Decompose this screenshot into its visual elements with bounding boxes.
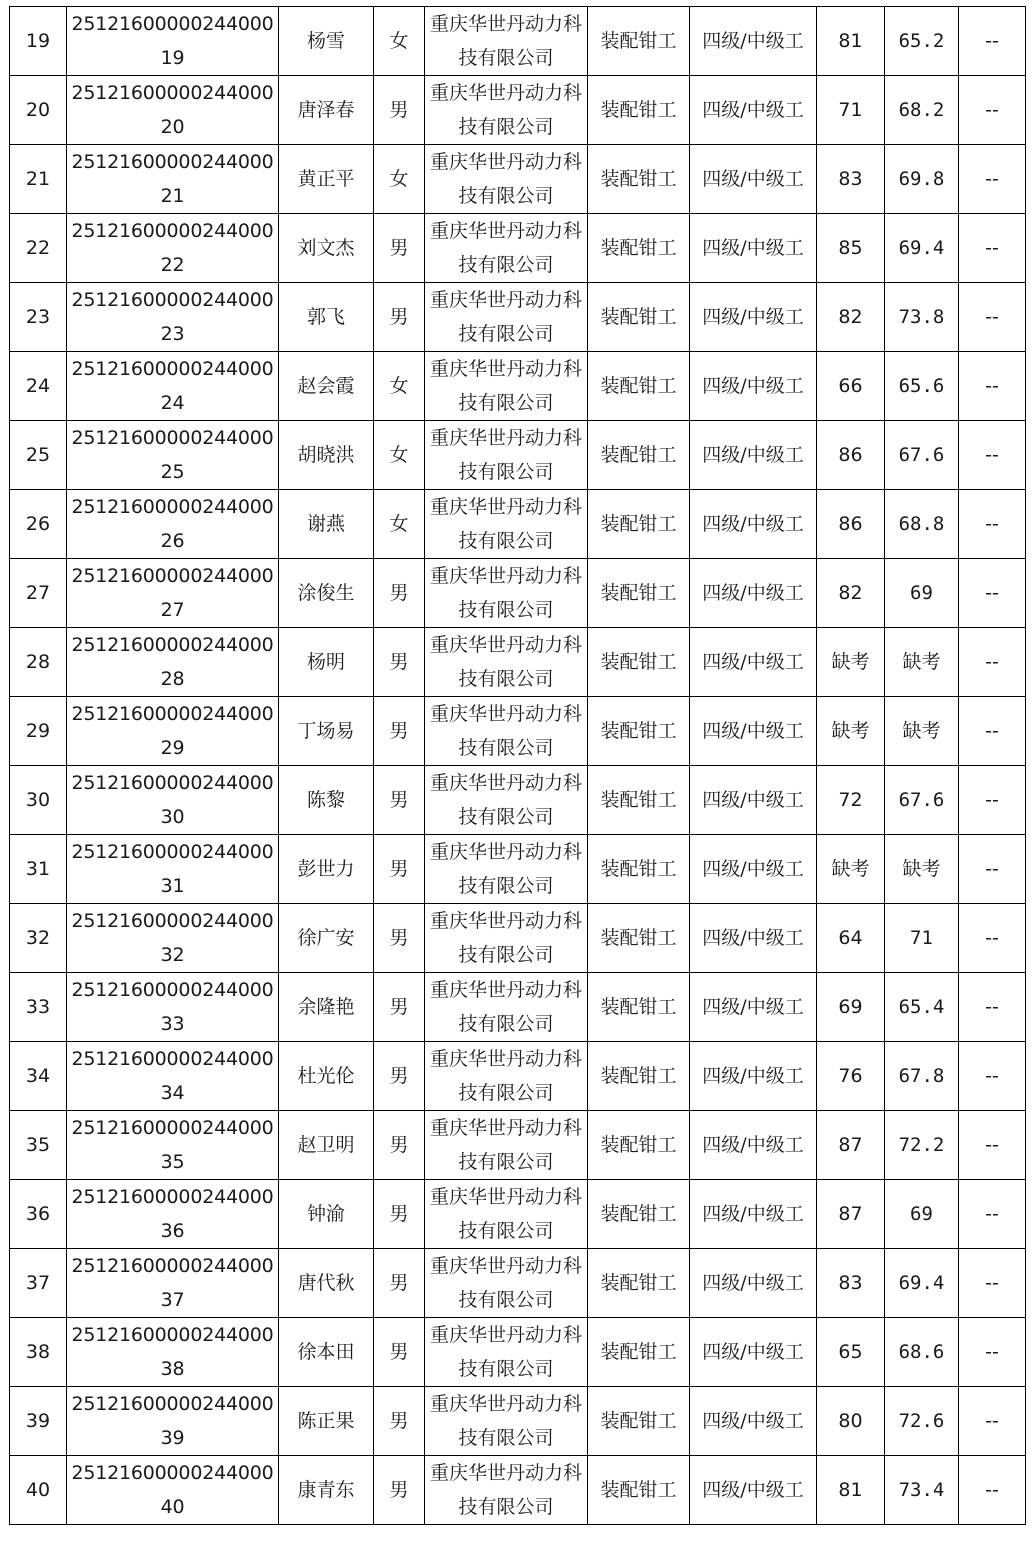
results-table xyxy=(9,6,1026,1525)
table-row xyxy=(10,697,1026,766)
table-row xyxy=(10,1387,1026,1456)
company-cell: 重庆华世丹动力科技有限公司 xyxy=(425,1387,588,1456)
table-row xyxy=(10,835,1026,904)
occupation-cell: 装配钳工 xyxy=(588,1456,690,1525)
occupation-cell: 装配钳工 xyxy=(588,1180,690,1249)
theory-score-cell: 65 xyxy=(817,1318,885,1387)
note-cell: -- xyxy=(959,1180,1026,1249)
gender-cell: 男 xyxy=(374,1456,425,1525)
company-cell: 重庆华世丹动力科技有限公司 xyxy=(425,628,588,697)
exam-id-cell: 2512160000024400020 xyxy=(67,76,279,145)
level-cell: 四级/中级工 xyxy=(690,1249,817,1318)
level-cell: 四级/中级工 xyxy=(690,1318,817,1387)
table-row xyxy=(10,1456,1026,1525)
practical-score-cell: 73.8 xyxy=(885,283,959,352)
note-cell: -- xyxy=(959,559,1026,628)
gender-cell: 男 xyxy=(374,973,425,1042)
exam-id-cell: 2512160000024400022 xyxy=(67,214,279,283)
name-cell: 黄正平 xyxy=(279,145,374,214)
gender-cell: 男 xyxy=(374,628,425,697)
company-cell: 重庆华世丹动力科技有限公司 xyxy=(425,835,588,904)
level-cell: 四级/中级工 xyxy=(690,1180,817,1249)
name-cell: 杨明 xyxy=(279,628,374,697)
table-row xyxy=(10,766,1026,835)
practical-score-cell: 69.4 xyxy=(885,1249,959,1318)
level-cell: 四级/中级工 xyxy=(690,697,817,766)
note-cell: -- xyxy=(959,628,1026,697)
level-cell: 四级/中级工 xyxy=(690,1456,817,1525)
exam-id-cell: 2512160000024400037 xyxy=(67,1249,279,1318)
company-cell: 重庆华世丹动力科技有限公司 xyxy=(425,7,588,76)
name-cell: 徐广安 xyxy=(279,904,374,973)
row-number-cell: 19 xyxy=(10,7,67,76)
level-cell: 四级/中级工 xyxy=(690,352,817,421)
exam-id-cell: 2512160000024400026 xyxy=(67,490,279,559)
company-cell: 重庆华世丹动力科技有限公司 xyxy=(425,76,588,145)
name-cell: 谢燕 xyxy=(279,490,374,559)
gender-cell: 男 xyxy=(374,1111,425,1180)
row-number-cell: 26 xyxy=(10,490,67,559)
practical-score-cell: 69 xyxy=(885,1180,959,1249)
practical-score-cell: 缺考 xyxy=(885,835,959,904)
level-cell: 四级/中级工 xyxy=(690,1111,817,1180)
occupation-cell: 装配钳工 xyxy=(588,7,690,76)
gender-cell: 男 xyxy=(374,697,425,766)
company-cell: 重庆华世丹动力科技有限公司 xyxy=(425,1042,588,1111)
level-cell: 四级/中级工 xyxy=(690,421,817,490)
row-number-cell: 31 xyxy=(10,835,67,904)
level-cell: 四级/中级工 xyxy=(690,490,817,559)
gender-cell: 女 xyxy=(374,145,425,214)
name-cell: 郭飞 xyxy=(279,283,374,352)
occupation-cell: 装配钳工 xyxy=(588,1387,690,1456)
name-cell: 杜光伦 xyxy=(279,1042,374,1111)
level-cell: 四级/中级工 xyxy=(690,628,817,697)
exam-id-cell: 2512160000024400029 xyxy=(67,697,279,766)
row-number-cell: 33 xyxy=(10,973,67,1042)
row-number-cell: 38 xyxy=(10,1318,67,1387)
exam-id-cell: 2512160000024400027 xyxy=(67,559,279,628)
note-cell: -- xyxy=(959,1249,1026,1318)
note-cell: -- xyxy=(959,7,1026,76)
exam-id-cell: 2512160000024400035 xyxy=(67,1111,279,1180)
name-cell: 彭世力 xyxy=(279,835,374,904)
exam-id-cell: 2512160000024400032 xyxy=(67,904,279,973)
table-row xyxy=(10,1111,1026,1180)
row-number-cell: 24 xyxy=(10,352,67,421)
company-cell: 重庆华世丹动力科技有限公司 xyxy=(425,559,588,628)
note-cell: -- xyxy=(959,1111,1026,1180)
name-cell: 钟渝 xyxy=(279,1180,374,1249)
row-number-cell: 37 xyxy=(10,1249,67,1318)
note-cell: -- xyxy=(959,145,1026,214)
exam-id-cell: 2512160000024400023 xyxy=(67,283,279,352)
level-cell: 四级/中级工 xyxy=(690,973,817,1042)
company-cell: 重庆华世丹动力科技有限公司 xyxy=(425,490,588,559)
name-cell: 陈黎 xyxy=(279,766,374,835)
company-cell: 重庆华世丹动力科技有限公司 xyxy=(425,973,588,1042)
theory-score-cell: 82 xyxy=(817,559,885,628)
note-cell: -- xyxy=(959,214,1026,283)
practical-score-cell: 72.2 xyxy=(885,1111,959,1180)
name-cell: 涂俊生 xyxy=(279,559,374,628)
level-cell: 四级/中级工 xyxy=(690,1387,817,1456)
note-cell: -- xyxy=(959,490,1026,559)
name-cell: 唐泽春 xyxy=(279,76,374,145)
level-cell: 四级/中级工 xyxy=(690,904,817,973)
exam-id-cell: 2512160000024400021 xyxy=(67,145,279,214)
row-number-cell: 40 xyxy=(10,1456,67,1525)
occupation-cell: 装配钳工 xyxy=(588,145,690,214)
theory-score-cell: 86 xyxy=(817,490,885,559)
occupation-cell: 装配钳工 xyxy=(588,1111,690,1180)
theory-score-cell: 缺考 xyxy=(817,835,885,904)
exam-id-cell: 2512160000024400040 xyxy=(67,1456,279,1525)
practical-score-cell: 68.2 xyxy=(885,76,959,145)
occupation-cell: 装配钳工 xyxy=(588,1249,690,1318)
theory-score-cell: 缺考 xyxy=(817,697,885,766)
table-row xyxy=(10,490,1026,559)
practical-score-cell: 67.6 xyxy=(885,766,959,835)
company-cell: 重庆华世丹动力科技有限公司 xyxy=(425,1249,588,1318)
occupation-cell: 装配钳工 xyxy=(588,1042,690,1111)
row-number-cell: 22 xyxy=(10,214,67,283)
occupation-cell: 装配钳工 xyxy=(588,1318,690,1387)
occupation-cell: 装配钳工 xyxy=(588,214,690,283)
table-row xyxy=(10,421,1026,490)
practical-score-cell: 69.4 xyxy=(885,214,959,283)
practical-score-cell: 72.6 xyxy=(885,1387,959,1456)
practical-score-cell: 69 xyxy=(885,559,959,628)
company-cell: 重庆华世丹动力科技有限公司 xyxy=(425,697,588,766)
practical-score-cell: 67.8 xyxy=(885,1042,959,1111)
company-cell: 重庆华世丹动力科技有限公司 xyxy=(425,214,588,283)
theory-score-cell: 82 xyxy=(817,283,885,352)
name-cell: 康青东 xyxy=(279,1456,374,1525)
practical-score-cell: 71 xyxy=(885,904,959,973)
name-cell: 余隆艳 xyxy=(279,973,374,1042)
exam-id-cell: 2512160000024400030 xyxy=(67,766,279,835)
name-cell: 赵卫明 xyxy=(279,1111,374,1180)
table-row xyxy=(10,145,1026,214)
gender-cell: 男 xyxy=(374,559,425,628)
theory-score-cell: 80 xyxy=(817,1387,885,1456)
theory-score-cell: 87 xyxy=(817,1111,885,1180)
table-row xyxy=(10,559,1026,628)
theory-score-cell: 81 xyxy=(817,1456,885,1525)
table-row xyxy=(10,1180,1026,1249)
occupation-cell: 装配钳工 xyxy=(588,628,690,697)
row-number-cell: 34 xyxy=(10,1042,67,1111)
table-row xyxy=(10,76,1026,145)
gender-cell: 男 xyxy=(374,214,425,283)
exam-id-cell: 2512160000024400039 xyxy=(67,1387,279,1456)
name-cell: 杨雪 xyxy=(279,7,374,76)
table-row xyxy=(10,1042,1026,1111)
gender-cell: 女 xyxy=(374,421,425,490)
company-cell: 重庆华世丹动力科技有限公司 xyxy=(425,145,588,214)
gender-cell: 男 xyxy=(374,76,425,145)
exam-id-cell: 2512160000024400036 xyxy=(67,1180,279,1249)
row-number-cell: 20 xyxy=(10,76,67,145)
theory-score-cell: 69 xyxy=(817,973,885,1042)
exam-id-cell: 2512160000024400034 xyxy=(67,1042,279,1111)
exam-id-cell: 2512160000024400024 xyxy=(67,352,279,421)
note-cell: -- xyxy=(959,1042,1026,1111)
row-number-cell: 27 xyxy=(10,559,67,628)
level-cell: 四级/中级工 xyxy=(690,1042,817,1111)
gender-cell: 男 xyxy=(374,1042,425,1111)
company-cell: 重庆华世丹动力科技有限公司 xyxy=(425,1180,588,1249)
note-cell: -- xyxy=(959,1456,1026,1525)
exam-id-cell: 2512160000024400025 xyxy=(67,421,279,490)
row-number-cell: 32 xyxy=(10,904,67,973)
note-cell: -- xyxy=(959,283,1026,352)
practical-score-cell: 68.6 xyxy=(885,1318,959,1387)
note-cell: -- xyxy=(959,973,1026,1042)
table-row xyxy=(10,973,1026,1042)
note-cell: -- xyxy=(959,421,1026,490)
company-cell: 重庆华世丹动力科技有限公司 xyxy=(425,352,588,421)
note-cell: -- xyxy=(959,904,1026,973)
row-number-cell: 25 xyxy=(10,421,67,490)
gender-cell: 男 xyxy=(374,766,425,835)
theory-score-cell: 81 xyxy=(817,7,885,76)
note-cell: -- xyxy=(959,697,1026,766)
theory-score-cell: 71 xyxy=(817,76,885,145)
theory-score-cell: 76 xyxy=(817,1042,885,1111)
occupation-cell: 装配钳工 xyxy=(588,697,690,766)
table-row xyxy=(10,283,1026,352)
company-cell: 重庆华世丹动力科技有限公司 xyxy=(425,421,588,490)
theory-score-cell: 66 xyxy=(817,352,885,421)
level-cell: 四级/中级工 xyxy=(690,559,817,628)
table-row xyxy=(10,214,1026,283)
theory-score-cell: 72 xyxy=(817,766,885,835)
name-cell: 胡晓洪 xyxy=(279,421,374,490)
level-cell: 四级/中级工 xyxy=(690,835,817,904)
row-number-cell: 36 xyxy=(10,1180,67,1249)
occupation-cell: 装配钳工 xyxy=(588,559,690,628)
level-cell: 四级/中级工 xyxy=(690,145,817,214)
practical-score-cell: 缺考 xyxy=(885,628,959,697)
table-row xyxy=(10,1318,1026,1387)
gender-cell: 女 xyxy=(374,352,425,421)
gender-cell: 男 xyxy=(374,1180,425,1249)
note-cell: -- xyxy=(959,1318,1026,1387)
name-cell: 赵会霞 xyxy=(279,352,374,421)
table-row xyxy=(10,904,1026,973)
note-cell: -- xyxy=(959,352,1026,421)
exam-id-cell: 2512160000024400033 xyxy=(67,973,279,1042)
row-number-cell: 21 xyxy=(10,145,67,214)
name-cell: 刘文杰 xyxy=(279,214,374,283)
row-number-cell: 28 xyxy=(10,628,67,697)
level-cell: 四级/中级工 xyxy=(690,214,817,283)
row-number-cell: 30 xyxy=(10,766,67,835)
practical-score-cell: 65.4 xyxy=(885,973,959,1042)
practical-score-cell: 69.8 xyxy=(885,145,959,214)
occupation-cell: 装配钳工 xyxy=(588,421,690,490)
practical-score-cell: 67.6 xyxy=(885,421,959,490)
row-number-cell: 29 xyxy=(10,697,67,766)
gender-cell: 男 xyxy=(374,1387,425,1456)
note-cell: -- xyxy=(959,1387,1026,1456)
theory-score-cell: 87 xyxy=(817,1180,885,1249)
note-cell: -- xyxy=(959,766,1026,835)
exam-id-cell: 2512160000024400019 xyxy=(67,7,279,76)
occupation-cell: 装配钳工 xyxy=(588,352,690,421)
theory-score-cell: 86 xyxy=(817,421,885,490)
occupation-cell: 装配钳工 xyxy=(588,904,690,973)
level-cell: 四级/中级工 xyxy=(690,7,817,76)
row-number-cell: 23 xyxy=(10,283,67,352)
practical-score-cell: 68.8 xyxy=(885,490,959,559)
company-cell: 重庆华世丹动力科技有限公司 xyxy=(425,766,588,835)
theory-score-cell: 85 xyxy=(817,214,885,283)
theory-score-cell: 83 xyxy=(817,1249,885,1318)
occupation-cell: 装配钳工 xyxy=(588,76,690,145)
gender-cell: 男 xyxy=(374,1318,425,1387)
name-cell: 唐代秋 xyxy=(279,1249,374,1318)
gender-cell: 男 xyxy=(374,1249,425,1318)
level-cell: 四级/中级工 xyxy=(690,283,817,352)
practical-score-cell: 缺考 xyxy=(885,697,959,766)
gender-cell: 男 xyxy=(374,904,425,973)
name-cell: 徐本田 xyxy=(279,1318,374,1387)
exam-id-cell: 2512160000024400028 xyxy=(67,628,279,697)
note-cell: -- xyxy=(959,76,1026,145)
occupation-cell: 装配钳工 xyxy=(588,283,690,352)
company-cell: 重庆华世丹动力科技有限公司 xyxy=(425,1456,588,1525)
practical-score-cell: 65.2 xyxy=(885,7,959,76)
company-cell: 重庆华世丹动力科技有限公司 xyxy=(425,904,588,973)
gender-cell: 女 xyxy=(374,7,425,76)
company-cell: 重庆华世丹动力科技有限公司 xyxy=(425,283,588,352)
table-row xyxy=(10,1249,1026,1318)
company-cell: 重庆华世丹动力科技有限公司 xyxy=(425,1318,588,1387)
company-cell: 重庆华世丹动力科技有限公司 xyxy=(425,1111,588,1180)
row-number-cell: 39 xyxy=(10,1387,67,1456)
level-cell: 四级/中级工 xyxy=(690,766,817,835)
occupation-cell: 装配钳工 xyxy=(588,973,690,1042)
gender-cell: 女 xyxy=(374,490,425,559)
note-cell: -- xyxy=(959,835,1026,904)
theory-score-cell: 83 xyxy=(817,145,885,214)
name-cell: 丁场易 xyxy=(279,697,374,766)
practical-score-cell: 65.6 xyxy=(885,352,959,421)
level-cell: 四级/中级工 xyxy=(690,76,817,145)
gender-cell: 男 xyxy=(374,835,425,904)
occupation-cell: 装配钳工 xyxy=(588,490,690,559)
row-number-cell: 35 xyxy=(10,1111,67,1180)
table-row xyxy=(10,7,1026,76)
occupation-cell: 装配钳工 xyxy=(588,766,690,835)
table-row xyxy=(10,628,1026,697)
table-row xyxy=(10,352,1026,421)
gender-cell: 男 xyxy=(374,283,425,352)
exam-id-cell: 2512160000024400031 xyxy=(67,835,279,904)
exam-id-cell: 2512160000024400038 xyxy=(67,1318,279,1387)
occupation-cell: 装配钳工 xyxy=(588,835,690,904)
theory-score-cell: 64 xyxy=(817,904,885,973)
practical-score-cell: 73.4 xyxy=(885,1456,959,1525)
name-cell: 陈正果 xyxy=(279,1387,374,1456)
theory-score-cell: 缺考 xyxy=(817,628,885,697)
table-body xyxy=(10,7,1026,1525)
